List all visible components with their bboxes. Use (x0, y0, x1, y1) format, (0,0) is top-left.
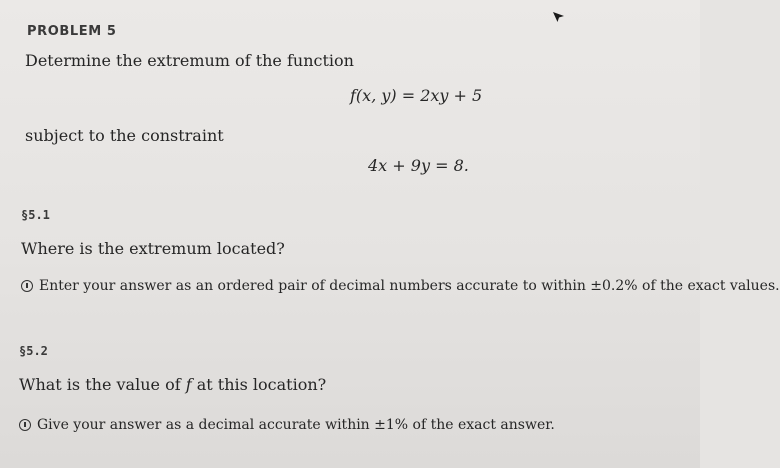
info-circle-icon (19, 419, 31, 431)
mouse-pointer-icon (549, 8, 567, 26)
part-2-question-prefix: What is the value of (19, 375, 186, 394)
constraint-expression: 4x + 9y = 8. (368, 156, 469, 175)
constraint-intro: subject to the constraint (25, 126, 224, 145)
part-1-hint-text: Enter your answer as an ordered pair of decimal numbers accurate to within ±0.2% of the exact values. (39, 278, 780, 294)
part-2-hint-text: Give your answer as a decimal accurate within ±1% of the exact answer. (37, 417, 555, 433)
part-2-question (19, 375, 326, 394)
part-2-hint (19, 417, 555, 433)
part-2-question-variable: f (185, 375, 192, 394)
part-2-label: §5.2 (19, 344, 48, 358)
part-1-label: §5.1 (21, 208, 50, 222)
info-circle-icon (21, 280, 33, 292)
function-expression: f(x, y) = 2xy + 5 (350, 86, 483, 105)
part-1-question: Where is the extremum located? (21, 239, 285, 258)
part-1-hint (21, 278, 780, 294)
problem-title: PROBLEM 5 (27, 24, 117, 39)
problem-prompt: Determine the extremum of the function (25, 51, 354, 70)
part-2-question-suffix: at this location? (191, 375, 327, 394)
